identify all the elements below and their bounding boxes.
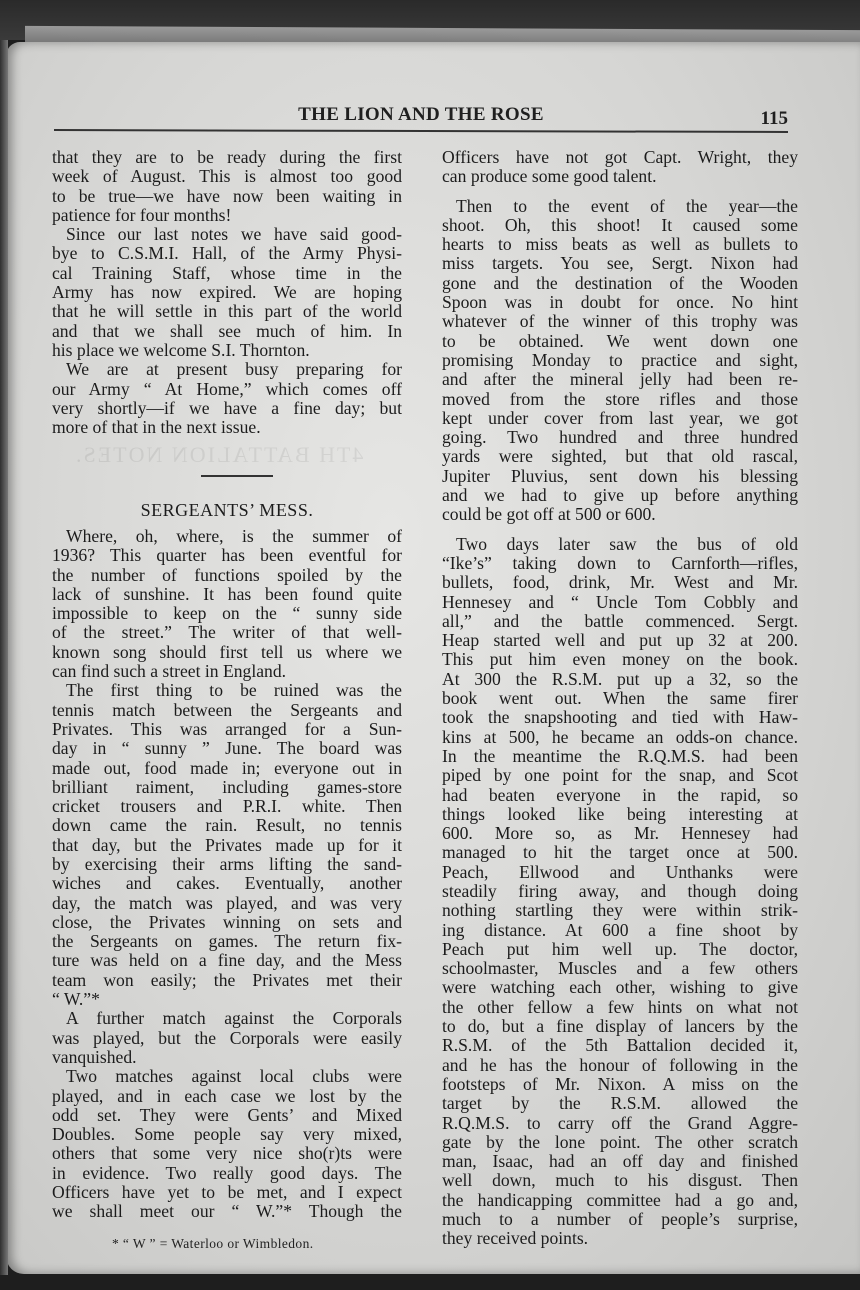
text-line: target by the R.S.M. allowed the (442, 1093, 798, 1114)
text-line: could be got off at 500 or 600. (442, 504, 656, 525)
text-line: of the street.” The writer of that well- (52, 622, 402, 643)
text-line: Peach, Ellwood and Unthanks were (442, 861, 798, 882)
text-line: This put him even money on the book. (442, 649, 798, 670)
text-line: Two days later saw the bus of old (456, 533, 798, 554)
intro-section (52, 148, 402, 437)
text-line: impossible to keep on the “ sunny side (52, 603, 402, 624)
text-line: Spoon was in doubt for once. No hint (442, 292, 798, 313)
text-line: by exercising their arms lifting the sand- (52, 854, 402, 874)
text-line: Officers have not got Capt. Wright, they (442, 147, 798, 167)
right-column-body (442, 148, 798, 1249)
text-line: and we had to give up before anything (442, 485, 798, 506)
text-line: that day, but the Privates made up for it (52, 834, 402, 855)
text-line: A further match against the Corporals (66, 1008, 402, 1029)
text-line: the handicapping committee had a go and, (442, 1189, 798, 1210)
text-line: Doubles. Some people say very mixed, (52, 1124, 402, 1145)
text-line: steadily firing away, and though doing (442, 880, 798, 901)
paragraph (52, 1067, 402, 1221)
text-line: the Sergeants on games. The return fix- (52, 931, 402, 952)
text-line: tennis match between the Sergeants and (52, 699, 402, 720)
text-line: much to a number of people’s surprise, (442, 1209, 798, 1230)
text-line: Two matches against local clubs were (66, 1066, 402, 1087)
text-line: lack of sunshine. It has been found quite (52, 583, 402, 604)
text-line: the number of functions spoiled by the (52, 564, 402, 585)
text-line: gate by the lone point. The other scratch (442, 1131, 798, 1152)
paragraph (52, 225, 402, 360)
text-line: we shall meet our “ W.”* Though the (52, 1201, 402, 1222)
text-line: Peach put him well up. The doctor, (442, 938, 798, 959)
text-line: to be true—we have now been waiting in (52, 185, 402, 206)
text-line: We are at present busy preparing for (66, 359, 402, 380)
text-line: bullets, food, drink, Mr. West and Mr. (442, 572, 798, 593)
text-line: “ W.”* (52, 989, 100, 1010)
paragraph (52, 681, 402, 1009)
text-line: very shortly—if we have a fine day; but (52, 397, 402, 418)
text-line: can find such a street in England. (52, 661, 287, 682)
text-line: bye to C.S.M.I. Hall, of the Army Physi- (52, 243, 402, 264)
text-line: and that we shall see much of him. In (52, 320, 402, 341)
text-line: kept under cover from last year, we got (442, 407, 798, 428)
text-line: wiches and cakes. Eventually, another (52, 873, 402, 894)
text-line: in evidence. Two really good days. The (52, 1162, 402, 1183)
paragraph (52, 527, 402, 681)
text-line: Army has now expired. We are hoping (52, 282, 402, 303)
text-line: book went out. When the same firer (442, 688, 798, 709)
paragraph (442, 535, 798, 1249)
text-line: things looked like being interesting at (442, 803, 798, 824)
text-line: played, and in each case we lost by the (52, 1085, 402, 1106)
text-line: were watching each other, wishing to give (442, 977, 798, 998)
text-line: yards were sighted, but that old rascal, (442, 446, 798, 467)
text-line: Since our last notes we have said good- (66, 224, 402, 245)
paragraph (442, 148, 798, 187)
text-line: Hennesey and “ Uncle Tom Cobbly and (442, 591, 798, 612)
text-line: team won easily; the Privates met their (52, 969, 402, 990)
text-line: cal Training Staff, whose time in the (52, 262, 402, 283)
text-line: Jupiter Pluvius, sent down his blessing (442, 465, 798, 486)
text-line: 600. More so, as Mr. Hennesey had (442, 823, 798, 844)
text-line: vanquished. (52, 1046, 137, 1067)
text-line: ture was held on a fine day, and the Mess (52, 950, 402, 971)
text-line: made out, food made in; everyone out in (52, 757, 402, 778)
text-line: to do, but a fine display of lancers by the (442, 1016, 798, 1037)
text-line: “Ike’s” taking down to Carnforth—rifles, (442, 552, 798, 573)
text-line: managed to hit the target once at 500. (442, 842, 798, 863)
text-line: well down, much to his disgust. Then (442, 1170, 798, 1191)
text-line: R.S.M. of the 5th Battalion decided it, (442, 1035, 798, 1056)
text-line: down came the rain. Result, no tennis (52, 815, 402, 836)
text-line: took the snapshooting and tied with Haw- (442, 707, 798, 728)
text-line: that they are to be ready during the first (52, 147, 402, 167)
text-line: Then to the event of the year—the (456, 195, 798, 216)
text-line: 1936? This quarter has been eventful for (52, 545, 402, 566)
text-line: can produce some good talent. (442, 166, 657, 187)
text-line: close, the Privates winning on sets and (52, 911, 402, 932)
text-line: gone and the destination of the Wooden (442, 272, 798, 293)
text-line: day in “ sunny ” June. The board was (52, 738, 402, 759)
text-line: moved from the store rifles and those (442, 388, 798, 409)
text-line: miss targets. You see, Sergt. Nixon had (442, 253, 798, 274)
text-line: Where, oh, where, is the summer of (66, 525, 402, 546)
text-line: shoot. Oh, this shoot! It caused some (442, 214, 798, 235)
text-line: kins at 500, he became an odds-on chance. (442, 726, 798, 747)
text-line: going. Two hundred and three hundred (442, 427, 798, 448)
text-line: nothing startling they were within strik- (442, 900, 798, 921)
paragraph (52, 148, 402, 225)
sergeants-mess-section (52, 527, 402, 1222)
text-line: more of that in the next issue. (52, 417, 261, 438)
text-line: and after the mineral jelly had been re- (442, 369, 798, 390)
text-line: brilliant raiment, including games-store (52, 776, 402, 797)
running-title: THE LION AND THE ROSE (298, 104, 544, 125)
text-line: his place we welcome S.I. Thornton. (52, 339, 310, 360)
page-number: 115 (760, 108, 788, 129)
text-line: our Army “ At Home,” which comes off (52, 378, 402, 399)
paragraph (52, 1009, 402, 1067)
text-line: promising Monday to practice and sight, (442, 349, 798, 370)
text-line: they received points. (442, 1228, 589, 1249)
text-line: schoolmaster, Muscles and a few others (442, 958, 798, 979)
text-line: that he will settle in this part of the world (52, 301, 402, 322)
text-line: ing distance. At 600 a fine shoot by (442, 919, 798, 940)
book-spine (0, 40, 8, 1275)
paragraph (442, 197, 798, 525)
text-line: whatever of the winner of this trophy was (442, 311, 798, 332)
text-line: At 300 the R.S.M. put up a 32, so the (442, 668, 798, 689)
text-line: had beaten everyone in the rapid, so (442, 784, 798, 805)
text-line: others that some very nice sho(r)ts were (52, 1143, 402, 1164)
paragraph (52, 360, 402, 437)
text-line: day, the match was played, and was very (52, 892, 402, 913)
text-line: was played, but the Corporals were easily (52, 1027, 402, 1048)
text-line: known song should first tell us where we (52, 641, 402, 662)
text-line: hearts to miss beats as well as bullets to (442, 234, 798, 255)
text-line: to be obtained. We went down one (442, 330, 798, 351)
show-through-text: 4TH BATTALION NOTES. (74, 442, 364, 467)
text-line: In the meantime the R.Q.M.S. had been (442, 745, 798, 766)
section-divider (201, 475, 273, 477)
page-header (54, 100, 788, 130)
section-heading-sergeants-mess: SERGEANTS’ MESS. (140, 499, 314, 520)
text-line: piped by one point for the snap, and Scot (442, 765, 798, 786)
text-line: the other fellow a few hints on what not (442, 996, 798, 1017)
text-line: Heap started well and put up 32 at 200. (442, 630, 798, 651)
text-line: and he has the honour of following in the (442, 1054, 798, 1075)
text-line: Privates. This was arranged for a Sun- (52, 718, 402, 739)
left-column (52, 148, 402, 1253)
text-line: Officers have yet to be met, and I expect (52, 1182, 402, 1203)
text-line: cricket trousers and P.R.I. white. Then (52, 796, 402, 817)
text-line: man, Isaac, had an off day and finished (442, 1151, 798, 1172)
text-line: odd set. They were Gents’ and Mixed (52, 1104, 402, 1125)
text-line: week of August. This is almost too good (52, 166, 402, 187)
text-line: footsteps of Mr. Nixon. A miss on the (442, 1073, 798, 1094)
footnote: * “ W ” = Waterloo or Wimbledon. (112, 1235, 314, 1251)
right-column (442, 148, 798, 1249)
text-line: all,” and the battle commenced. Sergt. (442, 610, 798, 631)
text-line: The first thing to be ruined was the (66, 680, 402, 701)
text-line: patience for four months! (52, 204, 232, 225)
text-line: R.Q.M.S. to carry off the Grand Aggre- (442, 1112, 798, 1133)
